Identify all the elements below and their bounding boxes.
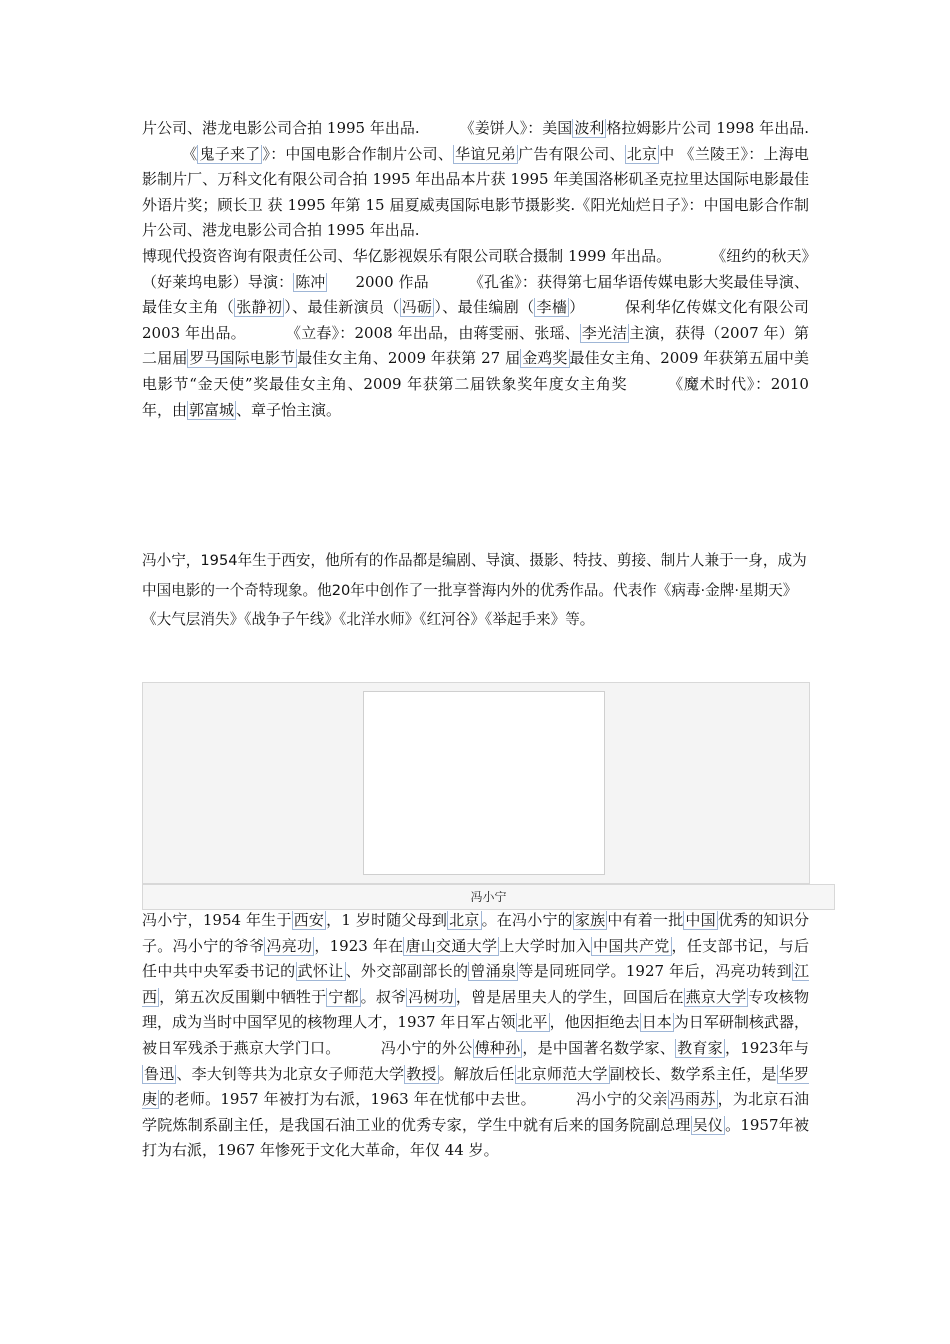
text: 等是同班同学。1927 年后，冯亮功转到: [518, 962, 792, 981]
text: ，第五次反围剿中牺牲于: [159, 987, 327, 1006]
intro-paragraph: 冯小宁，1954年生于西安，他所有的作品都是编剧、导演、摄影、特技、剪接、制片人兼于一身，成为中国电影的一个奇特现象。他20年中创作了一批享誉海内外的优秀作品。代表作《病毒·金牌·星期天》《大气层消失》《战争子午线》《北洋水师》《红河谷》《举起手来》等。: [142, 552, 807, 628]
filmography-paragraph: [142, 116, 809, 244]
link-aaron-kwok[interactable]: 郭富城: [189, 400, 235, 419]
text: ）、最佳新演员（: [284, 298, 400, 317]
text: 《纽约的秋天》（好莱坞电影）导演：: [142, 246, 809, 291]
text: 中有着一批: [607, 911, 684, 929]
link-hua-luogeng[interactable]: 华罗庚: [142, 1064, 809, 1109]
link-chen-chong[interactable]: 陈冲: [295, 272, 326, 291]
link-huayi-brothers[interactable]: 华谊兄弟: [455, 144, 517, 163]
text: 《立春》：2008 年出品，由蒋雯丽、张瑶、: [285, 323, 580, 342]
text: ）: [569, 298, 585, 317]
text: 中 《兰陵王》：上海电影制片厂、万科文化有限公司合拍 1995 年出品本片获 1995 年美国洛彬矶圣克拉里达国际电影最佳外语片奖；顾长卫 获 1995 年第 15 届夏威夷国际电影节摄影奖.《阳光灿烂日子》：中国电影合作制片公司、港龙电影公司合拍 1995 年出品.: [142, 144, 809, 240]
text: ，是中国著名数学家、: [522, 1038, 676, 1057]
image-caption: 冯小宁: [142, 884, 835, 910]
link-xian[interactable]: 西安: [293, 911, 325, 929]
link-educator[interactable]: 教育家: [677, 1038, 723, 1057]
link-feng-shugong[interactable]: 冯树功: [408, 987, 454, 1006]
text: 。解放后任: [438, 1064, 515, 1083]
text: 副校长、数学系主任，是: [609, 1064, 777, 1083]
text: 2000 作品: [355, 272, 429, 291]
text: 。在冯小宁的: [481, 911, 573, 929]
text: 冯小宁的父亲: [575, 1090, 668, 1109]
link-wu-yi[interactable]: 吴仪: [692, 1115, 724, 1134]
link-yenching-university[interactable]: 燕京大学: [685, 987, 747, 1006]
link-feng-li[interactable]: 冯砺: [401, 298, 433, 317]
text: 优秀的知识分子。冯小宁的爷爷: [142, 911, 809, 955]
link-beijing[interactable]: 北京: [449, 911, 480, 929]
text: ，任支部书记，与后任中共中央军委书记的: [142, 936, 809, 981]
intro-section: [142, 546, 809, 635]
text: 上大学时加入: [499, 936, 592, 955]
text: ，为北京石油学院炼制系副主任，是我国石油工业的优秀专家，学生中就有后来的国务院副总理: [142, 1090, 809, 1134]
text: ）、最佳编剧（: [434, 298, 535, 317]
filmography-section: [142, 116, 809, 423]
text: 、李大钊等共为北京女子师范大学: [176, 1064, 405, 1083]
link-wu-huairang[interactable]: 武怀让: [297, 962, 344, 981]
text: 。叔爷: [360, 987, 407, 1006]
portrait-image[interactable]: [363, 691, 605, 875]
link-li-guangjie[interactable]: 李光洁: [581, 323, 628, 342]
text: 广告有限公司、: [518, 144, 625, 163]
text: 《魔术时代》：2010 年，由: [142, 374, 809, 419]
text: 冯小宁，1954 年生于: [142, 911, 292, 929]
link-lu-xun[interactable]: 鲁迅: [144, 1064, 175, 1083]
biography-section: [142, 908, 809, 1164]
text: ，1923 年在: [314, 936, 404, 955]
text: 、外交部副部长的: [345, 962, 469, 981]
text: 的老师。1957 年被打为右派，1963 年在忧郁中去世。: [159, 1090, 536, 1109]
text: 最佳女主角、2009 年获第 27 届: [297, 349, 521, 368]
text: 》：中国电影合作制片公司、: [262, 144, 454, 163]
text: 《姜饼人》：美国: [459, 119, 573, 137]
biography-paragraph: [142, 908, 809, 1164]
link-beijing[interactable]: 北京: [626, 144, 658, 163]
text: 、章子怡主演。: [236, 400, 342, 419]
text: 片公司、港龙电影公司合拍 1995 年出品.: [142, 119, 420, 137]
link-zhang-jingchu[interactable]: 张静初: [236, 298, 283, 317]
link-feng-lianggong[interactable]: 冯亮功: [266, 936, 313, 955]
link-japan[interactable]: 日本: [641, 1013, 672, 1032]
link-beijing-normal-university[interactable]: 北京师范大学: [516, 1064, 608, 1083]
text: 为日军研制核武器，被日军残杀于燕京大学门口。: [142, 1013, 809, 1057]
link-cpc[interactable]: 中国共产党: [593, 936, 670, 955]
text: 《孔雀》：获得第七届华语传媒电影大奖最佳导演、最佳女主角（: [142, 272, 809, 317]
text: ，他因拒绝去: [549, 1013, 640, 1032]
link-fu-zhongsun[interactable]: 傅种孙: [474, 1038, 521, 1057]
text: 冯小宁的外公: [380, 1038, 473, 1057]
link-feng-yusu[interactable]: 冯雨苏: [669, 1090, 716, 1109]
text: ，1923年与: [724, 1038, 809, 1057]
link-devils-on-the-doorstep[interactable]: 鬼子来了: [199, 144, 261, 163]
link-zeng-yongquan[interactable]: 曾涌泉: [470, 962, 517, 981]
link-li-qiang[interactable]: 李檣: [536, 298, 568, 317]
link-golden-rooster-award[interactable]: 金鸡奖: [522, 349, 568, 368]
filmography-paragraph: [142, 244, 809, 423]
text: 最佳女主角、2009 年获第五届中美电影节“金天使”奖最佳女主角、2009 年获第二届铁象奖年度女主角奖: [142, 349, 809, 393]
text: 保利华亿传媒文化有限公司 2003 年出品。: [142, 298, 809, 342]
text: 专攻核物理，成为当时中国罕见的核物理人才，1937 年日军占领: [142, 987, 809, 1032]
link-jiangxi[interactable]: 江西: [142, 962, 809, 1006]
link-family[interactable]: 家族: [574, 911, 606, 929]
text: 博现代投资咨询有限责任公司、华亿影视娱乐有限公司联合摄制 1999 年出品。: [142, 246, 672, 265]
link-china[interactable]: 中国: [685, 911, 716, 929]
text: 格拉姆影片公司 1998 年出品.: [606, 119, 809, 137]
link-professor[interactable]: 教授: [406, 1064, 437, 1083]
link-beiping[interactable]: 北平: [517, 1013, 548, 1032]
link-tangshan-jiaotong-university[interactable]: 唐山交通大学: [405, 936, 498, 955]
link-poly[interactable]: 波利: [574, 119, 605, 137]
text: 。1957年被打为右派，1967 年惨死于文化大革命，年仅 44 岁。: [142, 1115, 809, 1160]
text: 《: [182, 144, 198, 163]
link-ningdu[interactable]: 宁都: [328, 987, 359, 1006]
text: ，曾是居里夫人的学生，回国后在: [455, 987, 684, 1006]
text: 主演，获得（2007 年）第二届届: [142, 323, 809, 368]
link-rome-film-festival[interactable]: 罗马国际电影节: [189, 349, 296, 368]
text: ，1 岁时随父母到: [326, 911, 448, 929]
image-frame: [142, 682, 810, 884]
